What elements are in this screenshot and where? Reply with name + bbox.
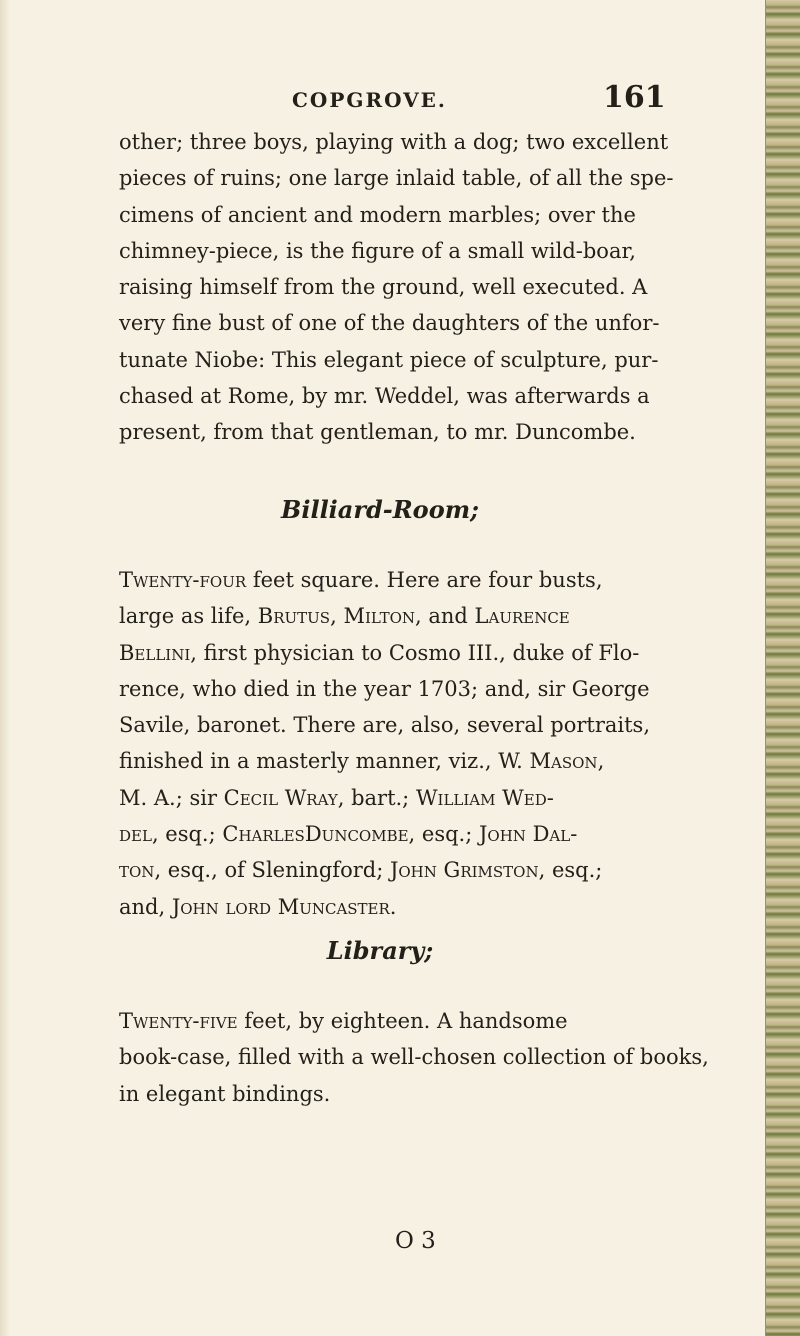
text-run: book-case, filled with a well-chosen collection of books, — [119, 1045, 709, 1070]
text-run: , first physician to Cosmo III., duke of Flo- — [190, 640, 640, 665]
text-line — [119, 780, 707, 816]
small-caps-name: Twenty-five — [119, 1009, 238, 1033]
paragraph-2 — [119, 562, 707, 925]
text-line: other; three boys, playing with a dog; two excellent — [119, 130, 669, 154]
section-heading-billiard-room: Billiard-Room; — [281, 495, 479, 524]
text-run: feet square. Here are four busts, — [246, 568, 603, 592]
small-caps-name: ton — [119, 858, 155, 883]
small-caps-name: CharlesDuncombe — [222, 822, 409, 847]
book-edge — [765, 0, 800, 1336]
text-line — [119, 1003, 707, 1039]
page-gutter — [0, 0, 10, 1336]
text-line: cimens of ancient and modern marbles; over the — [119, 202, 636, 227]
small-caps-name: del — [119, 822, 152, 847]
running-title: COPGROVE. — [292, 88, 447, 112]
text-run: , esq., of Sleningford; — [154, 858, 390, 883]
text-line — [119, 598, 707, 634]
text-run: Savile, baronet. There are, also, several portraits, — [119, 713, 650, 738]
text-run: , and — [415, 604, 475, 629]
small-caps-name: Bellini — [119, 640, 191, 665]
small-caps-name: Cecil Wray — [223, 785, 338, 810]
text-run: , esq.; — [151, 822, 223, 847]
small-caps-name: William Wed- — [415, 785, 554, 810]
small-caps-name: John lord Muncaster. — [171, 894, 397, 919]
small-caps-name: Mason — [529, 749, 598, 774]
small-caps-name: Brutus — [257, 604, 331, 629]
paragraph-3 — [119, 1003, 707, 1112]
small-caps-name: Milton — [343, 604, 416, 629]
text-line: pieces of ruins; one large inlaid table, of all the spe- — [119, 166, 674, 191]
text-line — [119, 889, 707, 925]
text-line: present, from that gentleman, to mr. Duncombe. — [119, 420, 636, 445]
text-line — [119, 743, 707, 779]
small-caps-name: Laurence — [474, 604, 570, 629]
text-run: , — [597, 749, 605, 774]
small-caps-name: Twenty-four — [119, 568, 247, 592]
text-line — [119, 671, 707, 707]
text-run: , esq.; — [408, 822, 479, 847]
paragraph-1 — [119, 124, 707, 451]
text-run: , bart.; — [337, 785, 416, 810]
text-line — [119, 707, 707, 743]
text-line: tunate Niobe: This elegant piece of sculpture, pur- — [119, 347, 659, 372]
text-line — [119, 1076, 707, 1112]
text-line — [119, 852, 707, 888]
text-run: in elegant bindings. — [119, 1081, 331, 1106]
text-run: , — [330, 604, 344, 629]
small-caps-name: John Dal- — [478, 822, 578, 847]
small-caps-name: John Grimston — [389, 858, 539, 883]
text-line — [119, 1039, 707, 1075]
running-head — [0, 76, 760, 126]
text-line: chimney-piece, is the figure of a small wild-boar, — [119, 238, 636, 263]
text-line: raising himself from the ground, well executed. A — [119, 275, 648, 300]
text-line — [119, 562, 707, 598]
text-run: finished in a masterly manner, viz., W. — [119, 749, 530, 774]
text-run: large as life, — [119, 604, 258, 629]
text-line: very fine bust of one of the daughters of the unfor- — [119, 311, 660, 336]
section-heading-library: Library; — [326, 936, 434, 965]
text-line: chased at Rome, by mr. Weddel, was afterwards a — [119, 384, 650, 409]
text-run: M. A.; sir — [119, 785, 224, 810]
text-run: and, — [119, 894, 172, 919]
text-line — [119, 816, 707, 852]
signature-mark: O 3 — [395, 1228, 436, 1254]
text-run: rence, who died in the year 1703; and, sir George — [119, 676, 650, 701]
text-run: , esq.; — [538, 858, 603, 883]
text-run: feet, by eighteen. A handsome — [237, 1009, 568, 1033]
page-number: 161 — [603, 80, 666, 115]
text-line — [119, 635, 707, 671]
